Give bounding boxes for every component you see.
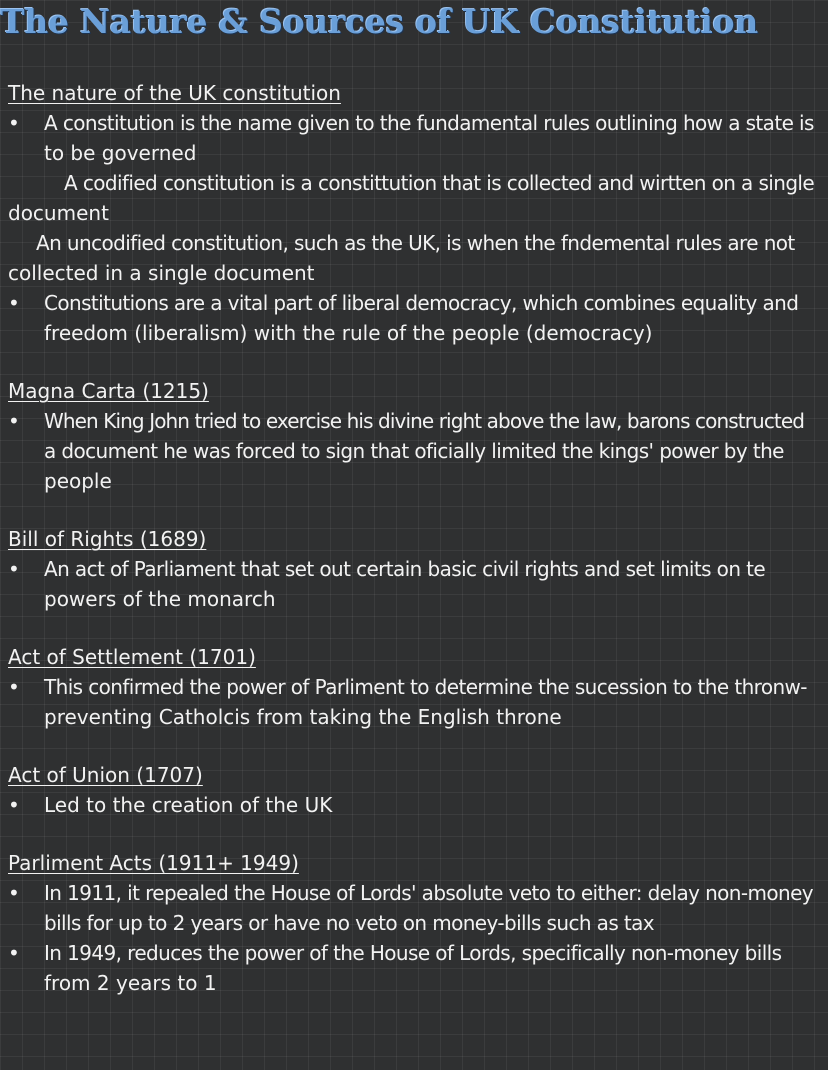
bullet-item (8, 790, 822, 820)
bullet-marker: • (8, 111, 20, 135)
section-heading: Act of Settlement (1701) (8, 645, 256, 669)
bullet-item (8, 938, 822, 998)
note-line: A constitution is the name given to the fundamental rules outlining how a state is (44, 111, 814, 135)
note-line: Led to the creation of the UK (44, 793, 333, 817)
note-line: When King John tried to exercise his divine right above the law, barons constructed (44, 409, 805, 433)
bullet-marker: • (8, 675, 20, 699)
section-act-of-settlement (8, 642, 822, 732)
note-line: document (8, 201, 109, 225)
bullet-marker: • (8, 941, 20, 965)
bullet-item (8, 672, 822, 732)
bullet-item (8, 108, 822, 168)
bullet-marker: • (8, 409, 20, 433)
note-line: a document he was forced to sign that oficially limited the kings' power by the (44, 439, 784, 463)
section-parliament-acts (8, 848, 822, 998)
section-act-of-union (8, 760, 822, 820)
page-title: The Nature & Sources of UK Constitution (0, 2, 758, 41)
section-bill-of-rights (8, 524, 822, 614)
bullet-marker: • (8, 557, 20, 581)
note-line: Constitutions are a vital part of liberal democracy, which combines equality and (44, 291, 799, 315)
note-line: collected in a single document (8, 261, 315, 285)
section-heading: Act of Union (1707) (8, 763, 203, 787)
note-line: An uncodified constitution, such as the UK, is when the fndemental rules are not (36, 231, 795, 255)
bullet-item (8, 554, 822, 614)
note-line: bills for up to 2 years or have no veto on money-bills such as tax (44, 911, 655, 935)
section-heading: Parliment Acts (1911+ 1949) (8, 851, 299, 875)
note-line: freedom (liberalism) with the rule of the people (democracy) (44, 321, 653, 345)
bullet-marker: • (8, 291, 20, 315)
bullet-item (8, 406, 822, 496)
bullet-item (8, 878, 822, 938)
note-line: powers of the monarch (44, 587, 276, 611)
bullet-marker: • (8, 881, 20, 905)
bullet-item (8, 288, 822, 348)
bullet-marker: • (8, 793, 20, 817)
note-line: preventing Catholcis from taking the English throne (44, 705, 562, 729)
note-line: A codified constitution is a constittution that is collected and wirtten on a single (64, 171, 815, 195)
section-nature (8, 78, 822, 348)
note-line: to be governed (44, 141, 197, 165)
section-heading: Magna Carta (1215) (8, 379, 209, 403)
note-line: people (44, 469, 112, 493)
note-line: This confirmed the power of Parliment to determine the sucession to the thronw- (44, 675, 807, 699)
section-heading: The nature of the UK constitution (8, 81, 341, 105)
section-magna-carta (8, 376, 822, 496)
note-line: In 1911, it repealed the House of Lords' absolute veto to either: delay non-money (44, 881, 814, 905)
notes-body (8, 78, 822, 1026)
note-line: In 1949, reduces the power of the House of Lords, specifically non-money bills (44, 941, 782, 965)
note-line: An act of Parliament that set out certain basic civil rights and set limits on te (44, 557, 766, 581)
note-line: from 2 years to 1 (44, 971, 217, 995)
section-heading: Bill of Rights (1689) (8, 527, 207, 551)
